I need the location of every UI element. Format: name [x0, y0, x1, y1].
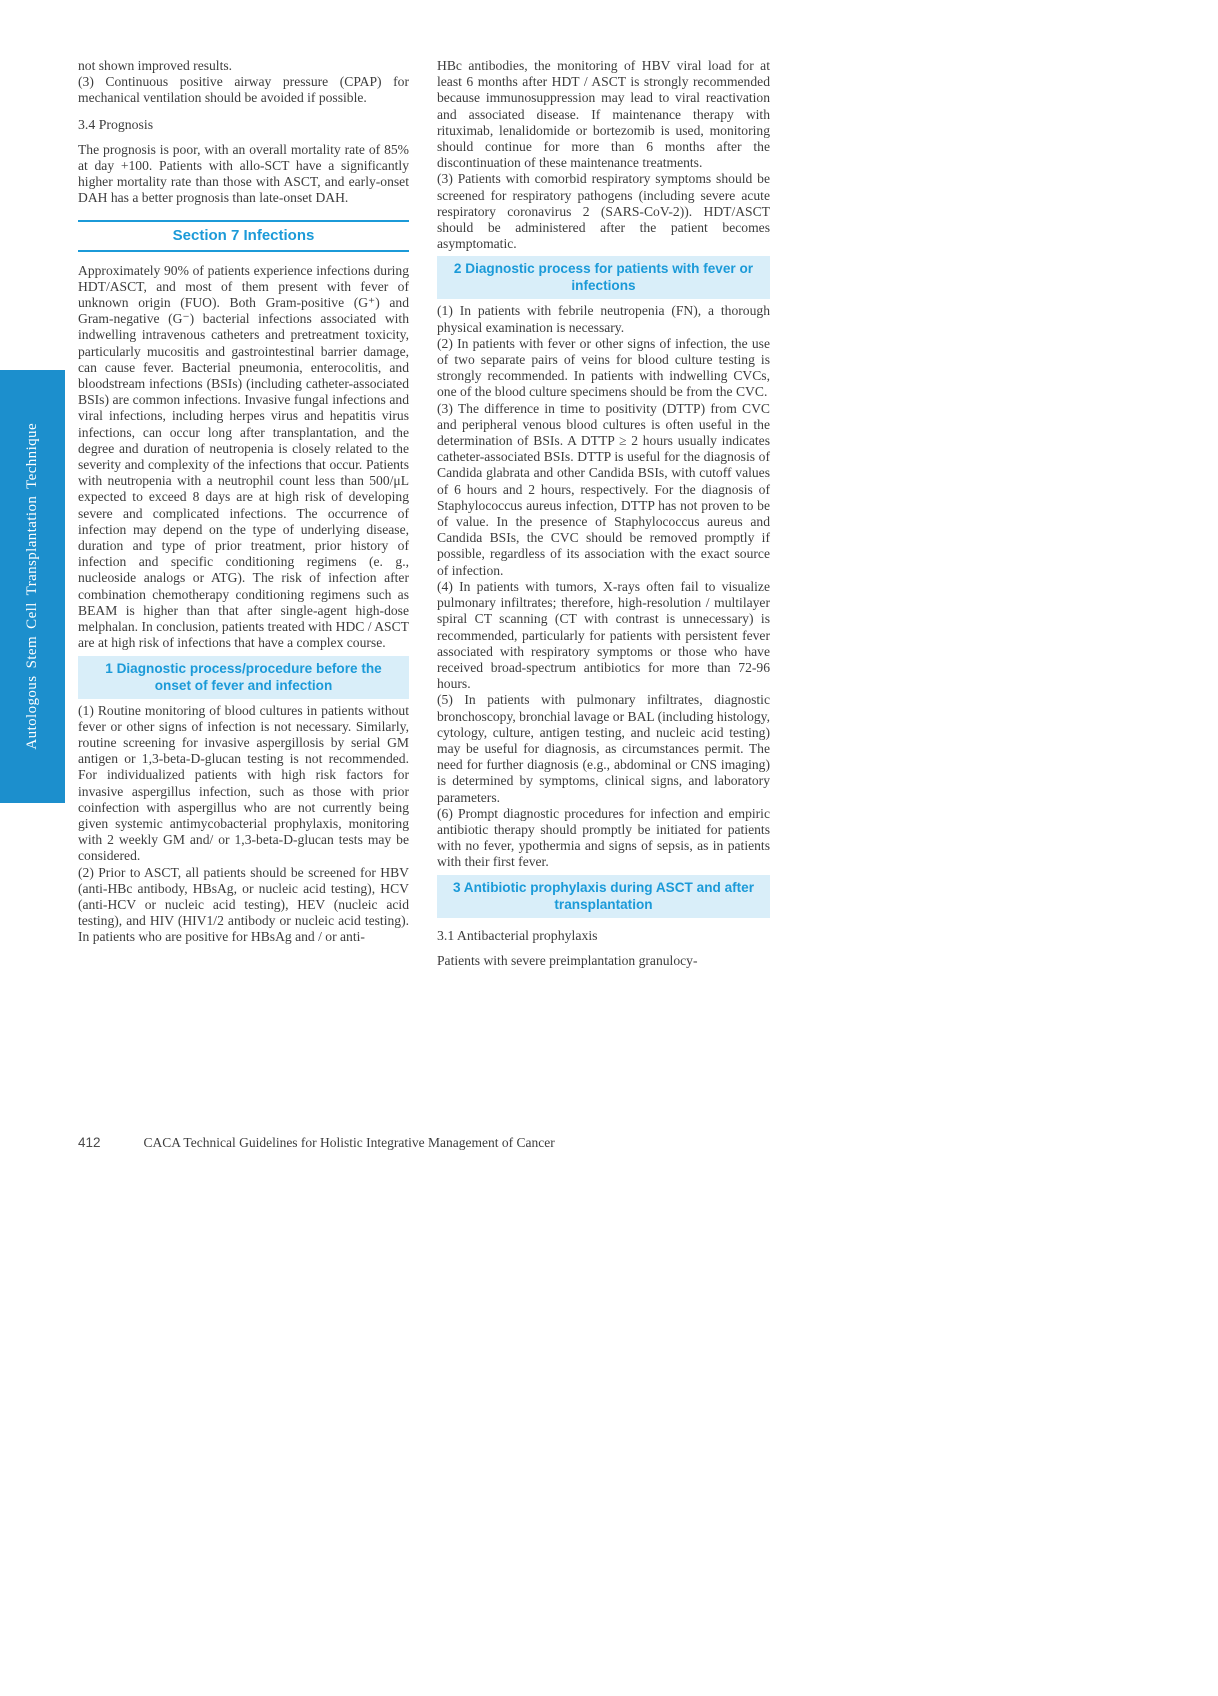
chapter-side-tab — [0, 370, 65, 803]
paragraph-fn: (1) In patients with febrile neutropenia (FN), a thorough physical examination is necessary. — [437, 303, 770, 335]
paragraph-dttp: (3) The difference in time to positivity (DTTP) from CVC and peripheral venous blood cultures is often useful in the determination of BSIs. A DTTP ≥ 2 hours usually indicates catheter-associated BSIs. DTTP is useful for the diagnosis of Candida glabrata and other Candida BSIs, with cutoff values of 6 hours and 2 hours, respectively. For the diagnosis of Staphylococcus aureus infection, DTTP has not proven to be of value. In the presence of Staphylococcus aureus and Candida BSIs, the CVC should be removed promptly if possible, regardless of its association with the exact source of infection. — [437, 400, 770, 578]
paragraph-cpap: (3) Continuous positive airway pressure (CPAP) for mechanical ventilation should be avoided if possible. — [78, 74, 409, 106]
paragraph-prognosis: The prognosis is poor, with an overall mortality rate of 85% at day +100. Patients with allo-SCT have a significantly higher mortality rate than those with ASCT, and early-onset DAH has a better prognosis than late-onset DAH. — [78, 141, 409, 206]
paragraph-bal: (5) In patients with pulmonary infiltrates, diagnostic bronchoscopy, bronchial lavage or BAL (including histology, cytology, culture, antigen testing, and nucleic acid testing) may be useful for diagnosis, as circumstances permit. The need for further diagnosis (e.g., abdominal or CNS imaging) is determined by symptoms, clinical signs, and laboratory parameters. — [437, 692, 770, 805]
subheading-prognosis: 3.4 Prognosis — [78, 116, 154, 132]
paragraph-hbc-continuation: HBc antibodies, the monitoring of HBV viral load for at least 6 months after HDT / ASCT is strongly recommended because immunosuppression may lead to viral reactivation and associated disease. If maintenance therapy with rituximab, lenalidomide or bortezomib is used, monitoring should continue for more than 6 months after the discontinuation of these maintenance treatments. — [437, 58, 770, 171]
chapter-side-tab-label: Autologous Stem Cell Transplantation Technique — [24, 423, 40, 750]
paragraph-item3: (3) Patients with comorbid respiratory symptoms should be screened for respiratory pathogens (including severe acute respiratory coronavirus 2 (SARS-CoV-2)). HDT/ASCT should be administered after the patient becomes asymptomatic. — [437, 171, 770, 252]
left-column — [78, 58, 409, 946]
subheading-antibacterial: 3.1 Antibacterial prophylaxis — [437, 927, 598, 943]
paragraph-continuation: not shown improved results. — [78, 58, 233, 73]
paragraph-sepsis: (6) Prompt diagnostic procedures for infection and empiric antibiotic therapy should promptly be initiated for patients with no fever, ypothermia and signs of sepsis, as in patients with their first fever. — [437, 805, 770, 870]
page-number: 412 — [78, 1135, 101, 1150]
paragraph-granulocytopenia: Patients with severe preimplantation granulocy- — [437, 952, 698, 968]
right-column — [437, 58, 770, 969]
page-footer — [78, 1135, 555, 1151]
footer-running-title: CACA Technical Guidelines for Holistic Integrative Management of Cancer — [143, 1135, 555, 1150]
box-header-diagnostic-before-fever: 1 Diagnostic process/procedure before the onset of fever and infection — [78, 656, 409, 699]
box-header-diagnostic-fever: 2 Diagnostic process for patients with fever or infections — [437, 256, 770, 299]
section-7-header: Section 7 Infections — [78, 220, 409, 252]
paragraph-item2: (2) Prior to ASCT, all patients should be screened for HBV (anti-HBc antibody, HBsAg, or nucleic acid testing), HCV (anti-HCV or nucleic acid testing), HEV (nucleic acid testing), and HIV (HIV1/2 antibody or nucleic acid testing). In patients who are positive for HBsAg and / or anti- — [78, 864, 409, 945]
paragraph-item1: (1) Routine monitoring of blood cultures in patients without fever or other signs of infection is not necessary. Similarly, routine screening for invasive aspergillosis by serial GM antigen or 1,3-beta-D-glucan testing is not recommended. For individualized patients with high risk factors for invasive aspergillus infection, such as those with prior coinfection with aspergillus who are not currently being given systemic antimycobacterial prophylaxis, monitoring with 2 weekly GM and/ or 1,3-beta-D-glucan tests may be considered. — [78, 702, 409, 864]
box-header-antibiotic-prophylaxis: 3 Antibiotic prophylaxis during ASCT and after transplantation — [437, 875, 770, 918]
paragraph-blood-culture: (2) In patients with fever or other signs of infection, the use of two separate pairs of veins for blood culture testing is strongly recommended. In patients with indwelling CVCs, one of the blood culture specimens should be from the CVC. — [437, 335, 770, 400]
paragraph-infections-overview: Approximately 90% of patients experience infections during HDT/ASCT, and most of them present with fever of unknown origin (FUO). Both Gram-positive (G⁺) and Gram-negative (G⁻) bacterial infections associated with indwelling intravenous catheters and pretreatment toxicity, particularly mucositis and gastrointestinal barrier damage, can cause fever. Bacterial pneumonia, enterocolitis, and bloodstream infections (BSIs) (including catheter-associated BSIs) are common infections. Invasive fungal infections and viral infections, including herpes virus and hepatitis virus infections, can occur long after transplantation, and the degree and duration of neutropenia is closely related to the severity and complexity of the infections that occur. Patients with neutropenia with a neutrophil count less than 500/μL expected to exceed 8 days are at high risk of developing severe and complicated infections. The occurrence of infection may depend on the type of underlying disease, duration and type of prior treatment, prior history of infection and specific conditioning regimens (e. g., nucleoside analogs or ATG). The risk of infection after combination chemotherapy conditioning regimens such as BEAM is higher than that after single-agent high-dose melphalan. In conclusion, patients treated with HDC / ASCT are at high risk of infections that have a complex course. — [78, 262, 409, 651]
paragraph-ct: (4) In patients with tumors, X-rays often fail to visualize pulmonary infiltrates; therefore, high-resolution / multilayer spiral CT scanning (CT with contrast is unnecessary) is recommended, particularly for patients with persistent fever associated with respiratory symptoms or those who have received broad-spectrum antibiotics for more than 72-96 hours. — [437, 578, 770, 692]
